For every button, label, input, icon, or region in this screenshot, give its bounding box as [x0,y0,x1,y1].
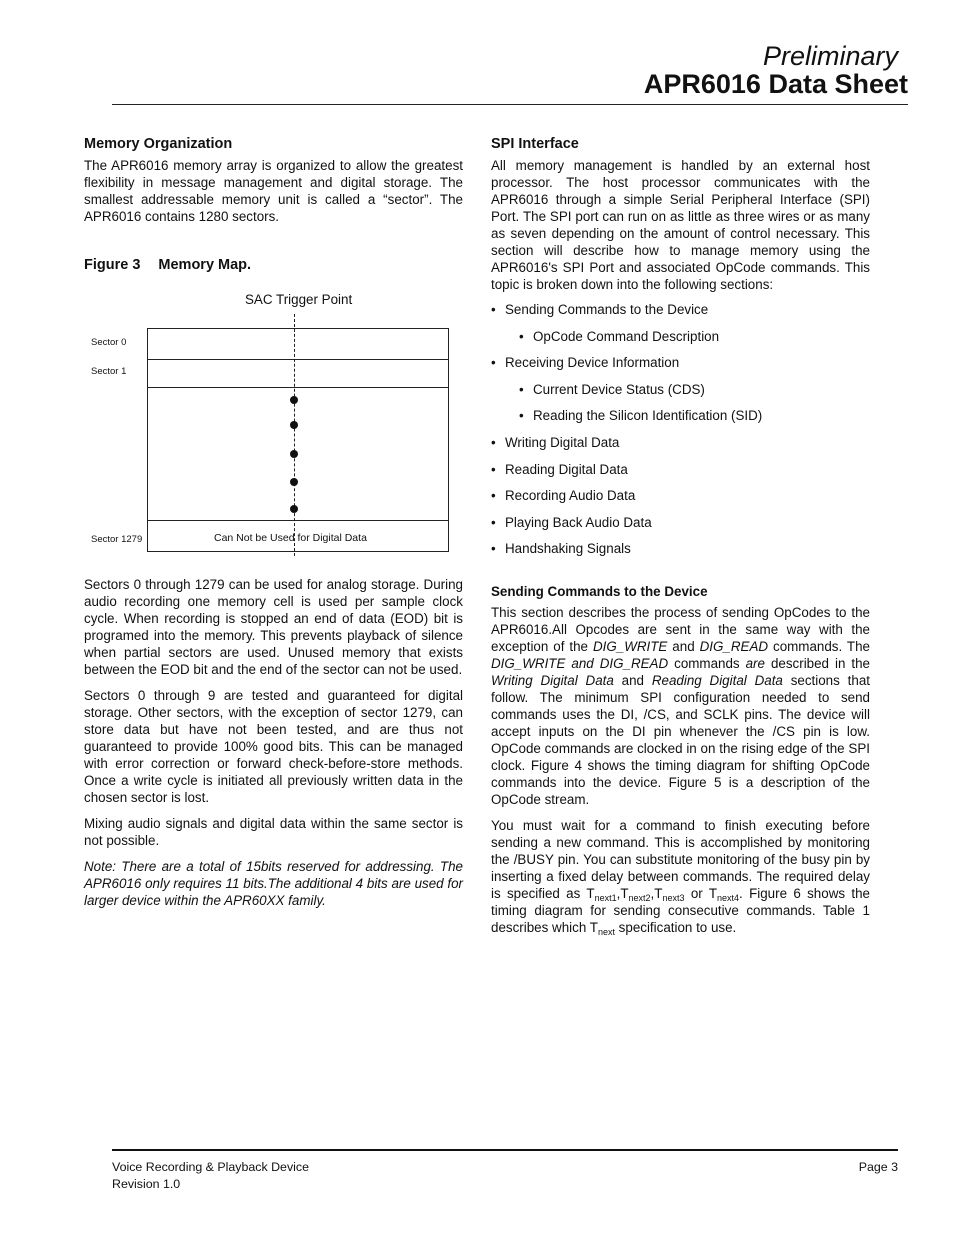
continuation-dot [290,505,298,513]
sac-trigger-line [294,314,295,556]
spi-paragraph: All memory management is handled by an external host processor. The host processor communicates with the APR6016 through a simple Serial Peripheral Interface (SPI) Port. The SPI port can run on as little as three wires or as many as seven depending on the amount of control necessary. This section will describe how to manage memory using the APR6016's SPI Port and associated OpCode commands. This topic is broken down into the following sections: [491,158,870,292]
tested-sectors-paragraph: Sectors 0 through 9 are tested and guaranteed for digital storage. Other sectors, with the exception of sector 1279, can store data but have not been tested, and are thus not guaranteed to provide 100% good bits. This can be managed with error correction or forward check-before-store methods. Once a write cycle is initiated all previously written data in the chosen sector is lost. [84,688,463,805]
list-item: • Handshaking Signals [491,540,870,557]
footer-revision: Revision 1.0 [112,1177,181,1191]
left-column-lower [84,576,463,918]
header-title: APR6016 Data Sheet [643,69,908,99]
figure-number: Figure 3 [84,257,141,273]
memory-map-figure [84,290,464,560]
cannot-use-label: Can Not be Used for Digital Data [214,532,367,544]
figure-caption [84,257,463,274]
figure-title: Memory Map. [158,257,252,273]
sac-trigger-label: SAC Trigger Point [245,292,353,307]
header-rule [112,104,908,105]
sending-commands-heading: Sending Commands to the Device [491,584,708,600]
list-item: • OpCode Command Description [519,328,870,345]
footer-rule [112,1149,898,1151]
memory-map-box [147,328,449,552]
continuation-dot [290,478,298,486]
continuation-dot [290,450,298,458]
footer-device: Voice Recording & Playback Device [112,1160,309,1174]
list-item: • Current Device Status (CDS) [519,381,870,398]
continuation-dot [290,396,298,404]
right-column [491,136,870,945]
header-preliminary: Preliminary [762,41,898,71]
footer-left [112,1159,309,1193]
left-column [84,136,463,274]
spi-heading: SPI Interface [491,136,579,152]
sectors-paragraph: Sectors 0 through 1279 can be used for analog storage. During audio recording one memory cell is used per sample clock cycle. When recording is stopped an end of data (EOD) bit is programed into the memory. This prevents playback of silence when partial sectors are used. Unused memory that exists between the EOD bit and the end of the sector can not be used. [84,577,463,677]
list-item: • Recording Audio Data [491,487,870,504]
footer-page-number: Page 3 [858,1160,898,1174]
memory-org-paragraph: The APR6016 memory array is organized to allow the greatest flexibility in message management and digital storage. The smallest addressable memory unit is called a “sector”. The APR6016 contains 1280 sectors. [84,158,463,224]
sector-1279-label: Sector 1279 [91,534,143,545]
list-item: • Reading Digital Data [491,461,870,478]
sector-divider [148,387,448,388]
busy-wait-paragraph: You must wait for a command to finish executing before sending a new command. This is accomplished by monitoring the /BUSY pin. You can substitute monitoring of the busy pin by inserting a fixed delay between commands. The required delay is specified as $T_{next1},T_{next2},T_{next3}$ or $T_{next4}$. Figure 6 shows the timing diagram for sending consecutive commands. Table 1 describes which $T_{next}$ specification to use. [491,818,870,938]
list-item: • Writing Digital Data [491,434,870,451]
list-item: • Sending Commands to the Device [491,301,870,318]
sector-0-label: Sector 0 [91,337,127,348]
sector-divider [148,359,448,360]
list-item: • Playing Back Audio Data [491,514,870,531]
sending-commands-paragraph: This section describes the process of sending OpCodes to the APR6016.All Opcodes are sent in the same way with the exception of the DIG_WRITE and DIG_READ commands. The DIG_WRITE and DIG_READ commands are described in the Writing Digital Data and Reading Digital Data sections that follow. The minimum SPI configuration needed to send commands uses the DI, /CS, and SCLK pins. The device will accept inputs on the DI pin whenever the /CS pin is low. OpCode commands are clocked in on the rising edge of the SPI clock. Figure 4 shows the timing diagram for shifting OpCode commands into the device. Figure 5 is a description of the OpCode stream. [491,605,870,808]
continuation-dot [290,421,298,429]
sector-1-label: Sector 1 [91,366,127,377]
list-item: • Receiving Device Information [491,354,870,371]
mixing-paragraph: Mixing audio signals and digital data within the same sector is not possible. [84,816,463,848]
topic-list [491,301,870,557]
sector-divider [148,520,448,521]
addressing-note: Note: There are a total of 15bits reserved for addressing. The APR6016 only requires 11 bits.The additional 4 bits are used for larger device within the APR60XX family. [84,859,463,908]
memory-org-heading: Memory Organization [84,136,233,152]
list-item: • Reading the Silicon Identification (SID) [519,407,870,424]
